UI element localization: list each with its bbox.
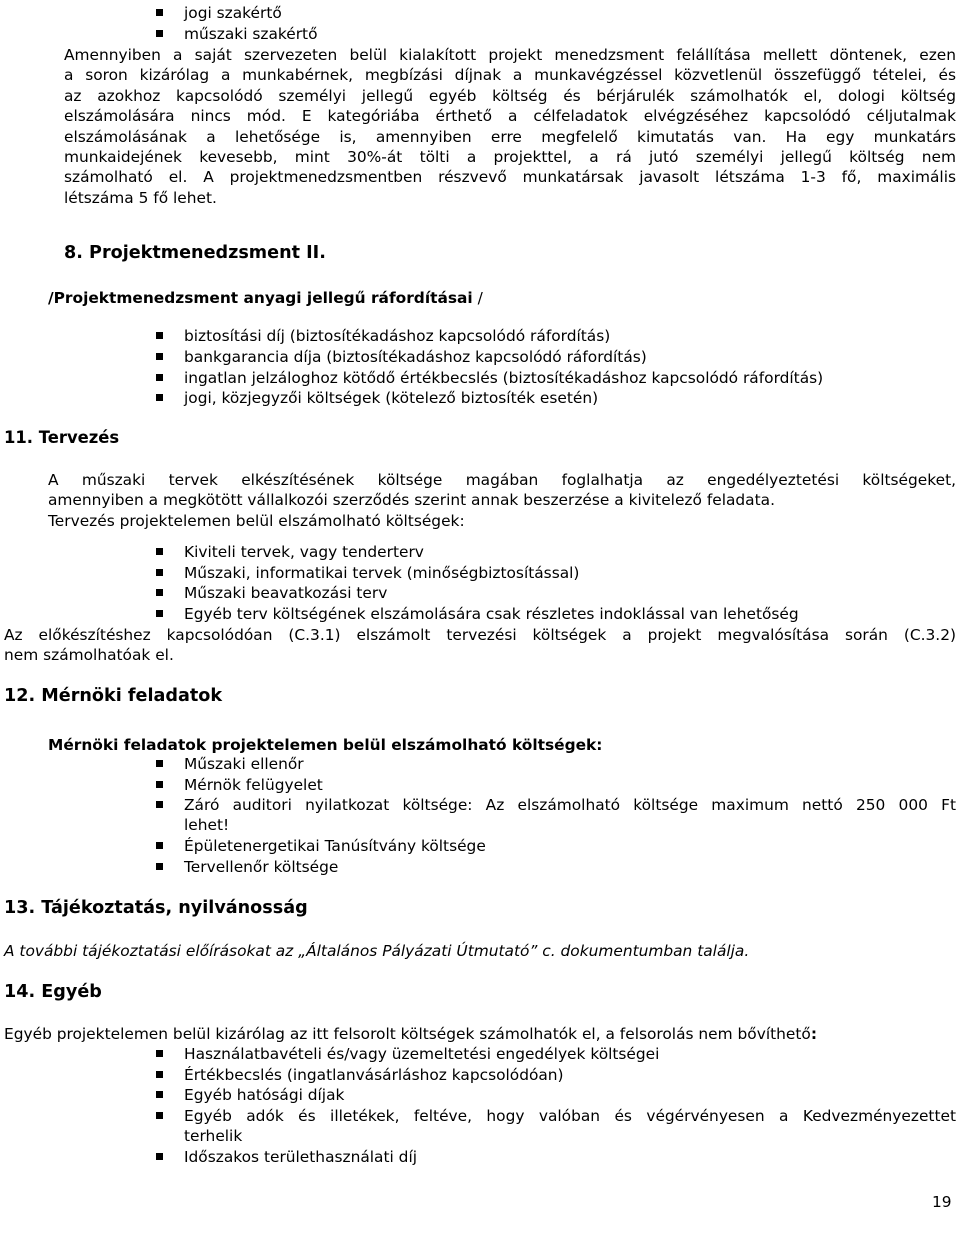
section-heading: 14. Egyéb: [4, 982, 102, 1002]
list-item: ingatlan jelzáloghoz kötődő értékbecslés (biztosítékadáshoz kapcsolódó ráfordítás): [184, 368, 823, 388]
section-heading: 11. Tervezés: [4, 428, 120, 447]
bullet-square-icon: [156, 9, 163, 16]
list-item: jogi, közjegyzői költségek (kötelező biztosíték esetén): [184, 388, 598, 408]
text-line: az azokhoz kapcsolódó személyi jellegű egyéb költség és bérjárulék számolhatók el, dologi költség: [64, 86, 956, 105]
section-heading: 8. Projektmenedzsment II.: [64, 243, 326, 263]
section-heading: 13. Tájékoztatás, nyilvánosság: [4, 898, 308, 918]
list-item: Időszakos területhasználati díj: [184, 1147, 417, 1167]
text-line: a soron kizárólag a munkabérnek, megbízási díjnak a munkavégzéssel közvetlenül összefüggő tételei, és: [64, 66, 956, 85]
list-item: Műszaki ellenőr: [184, 754, 304, 774]
text-line: létszáma 5 fő lehet.: [64, 188, 217, 207]
bullet-square-icon: [156, 1112, 163, 1119]
text-line: elszámolására nincs mód. E kategóriába érthető a célfeladatok elvégzéséhez kapcsolódó céljutalmak: [64, 107, 956, 126]
text-line: számolható el. A projektmenedzsmentben részvevő munkatársak javasolt létszáma 1-3 fő, maximális: [64, 168, 956, 187]
bullet-square-icon: [156, 353, 163, 360]
list-item: Műszaki, informatikai tervek (minőségbiztosítással): [184, 563, 579, 583]
list-item: Használatbavételi és/vagy üzemeltetési engedélyek költségei: [184, 1044, 659, 1064]
section-note: [4, 625, 956, 666]
page-number: 19: [932, 1193, 952, 1211]
text-line: amennyiben a megkötött vállalkozói szerződés szerint annak beszerzése a kivitelező feladata.: [48, 491, 775, 510]
bullet-square-icon: [156, 548, 163, 555]
list-item: Mérnök felügyelet: [184, 775, 323, 795]
list-item: Egyéb terv költségének elszámolására csak részletes indoklással van lehetőség: [184, 604, 799, 624]
bullet-square-icon: [156, 781, 163, 788]
section-subheading: Mérnöki feladatok projektelemen belül elszámolható költségek:: [48, 736, 603, 754]
text-line: nem számolhatóak el.: [4, 646, 174, 665]
bullet-square-icon: [156, 863, 163, 870]
list-item: bankgarancia díja (biztosítékadáshoz kapcsolódó ráfordítás): [184, 347, 647, 367]
list-item: jogi szakértő: [184, 3, 282, 23]
bullet-square-icon: [156, 30, 163, 37]
list-item: Műszaki beavatkozási terv: [184, 583, 387, 603]
section-heading: 12. Mérnöki feladatok: [4, 686, 223, 706]
section-intro: Egyéb projektelemen belül kizárólag az itt felsorolt költségek számolhatók el, a felsorolás nem bővíthető:: [4, 1025, 817, 1043]
list-item: biztosítási díj (biztosítékadáshoz kapcsolódó ráfordítás): [184, 326, 610, 346]
text-line: Az előkészítéshez kapcsolódóan (C.3.1) elszámolt tervezési költségek a projekt megvalósítása során (C.3.2): [4, 626, 956, 644]
bullet-square-icon: [156, 569, 163, 576]
list-item: műszaki szakértő: [184, 24, 318, 44]
bullet-square-icon: [156, 842, 163, 849]
text-line: elszámolásának a lehetősége is, amennyiben erre megfelelő kimutatás van. Ha egy munkatárs: [64, 127, 956, 146]
text-line: Tervezés projektelemen belül elszámolható költségek:: [48, 511, 465, 530]
section-text: A további tájékoztatási előírásokat az „Általános Pályázati Útmutató” c. dokumentumban találja.: [4, 942, 750, 960]
section-subheading: /Projektmenedzsment anyagi jellegű ráfordításai /: [48, 289, 483, 307]
bullet-square-icon: [156, 1050, 163, 1057]
list-item: Tervellenőr költsége: [184, 857, 338, 877]
bullet-square-icon: [156, 332, 163, 339]
list-item: Egyéb hatósági díjak: [184, 1085, 344, 1105]
text-line: Amennyiben a saját szervezeten belül kialakított projekt menedzsment felállítása mellett döntenek, ezen: [64, 46, 956, 64]
bullet-square-icon: [156, 589, 163, 596]
list-item: Kiviteli tervek, vagy tenderterv: [184, 542, 424, 562]
text-line: A műszaki tervek elkészítésének költsége magában foglalhatja az engedélyeztetési költségeket,: [48, 471, 956, 489]
bullet-square-icon: [156, 1091, 163, 1098]
bullet-square-icon: [156, 801, 163, 808]
list-item: Épületenergetikai Tanúsítvány költsége: [184, 836, 486, 856]
bullet-square-icon: [156, 610, 163, 617]
section-paragraph: [48, 470, 956, 531]
bullet-square-icon: [156, 1071, 163, 1078]
list-item: Záró auditori nyilatkozat költsége: Az elszámolható költsége maximum nettó 250 000 Ft lehet!: [184, 795, 956, 836]
bullet-square-icon: [156, 394, 163, 401]
list-item: Értékbecslés (ingatlanvásárláshoz kapcsolódóan): [184, 1065, 564, 1085]
intro-paragraph: [64, 45, 956, 208]
text-line: munkaidejének kevesebb, mint 30%-át tölti a projekttel, a rá jutó személyi jellegű költség nem: [64, 148, 956, 167]
bullet-square-icon: [156, 1153, 163, 1160]
list-item: Egyéb adók és illetékek, feltéve, hogy valóban és végérvényesen a Kedvezményezettet terhelik: [184, 1106, 956, 1147]
bullet-square-icon: [156, 760, 163, 767]
bullet-square-icon: [156, 374, 163, 381]
